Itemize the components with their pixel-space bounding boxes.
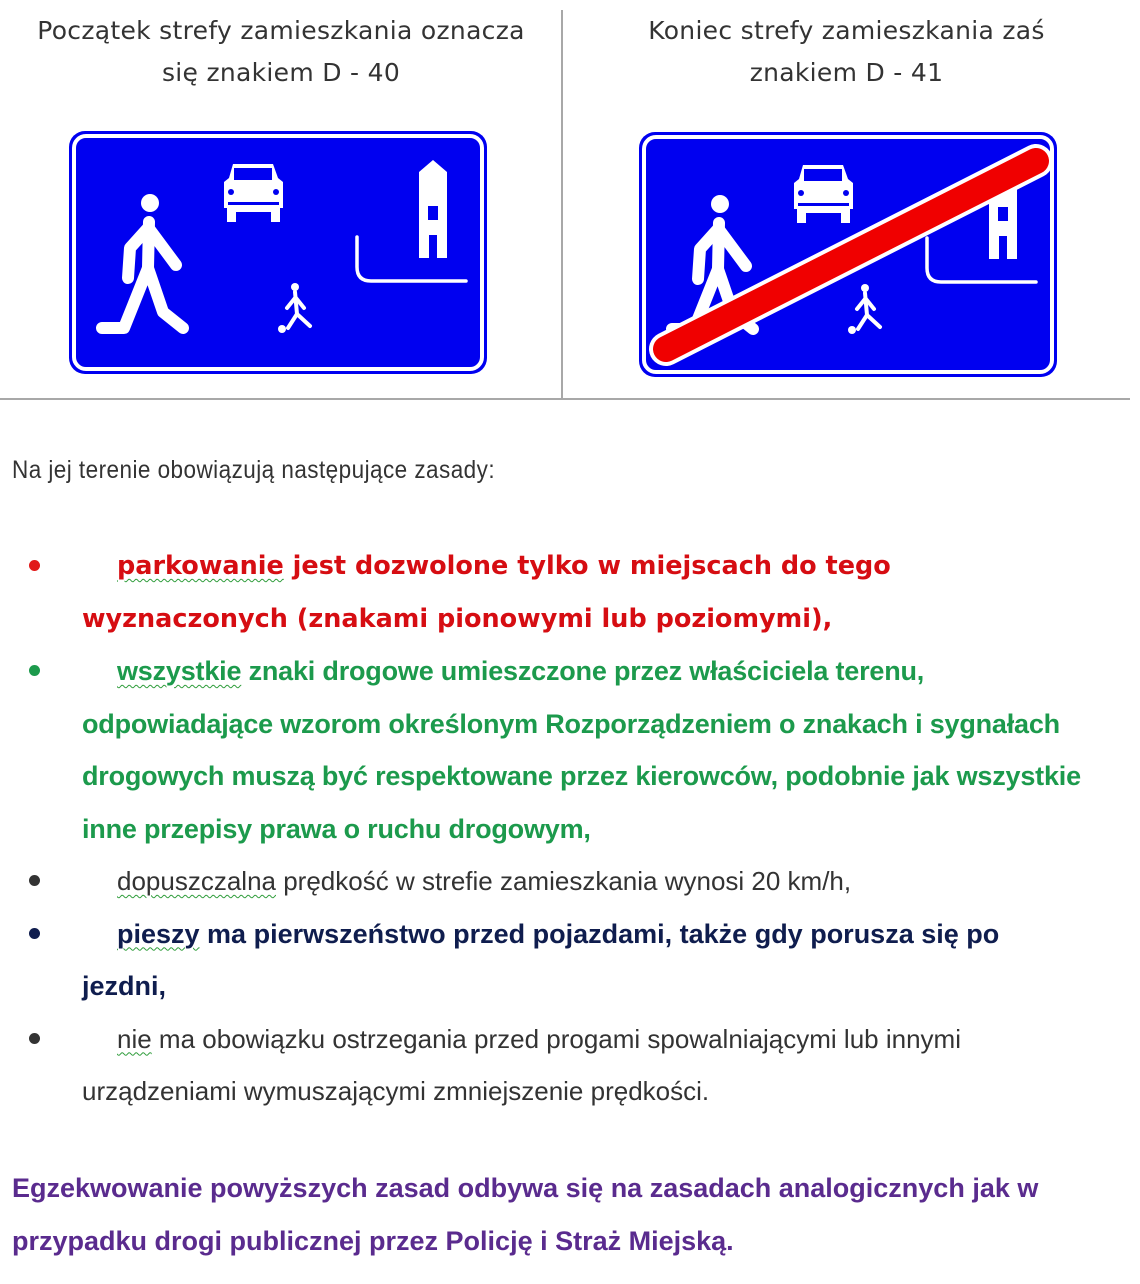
rule-text: ma pierwszeństwo przed pojazdami, także gdy porusza się po jezdni, [82,918,1000,1001]
rule-item-speed-bumps [0,1013,1082,1118]
rule-item-speed [0,855,1082,908]
bullet-icon [29,560,40,571]
rule-first-word: wszystkie [117,656,242,686]
sign-d40-image [68,130,488,375]
rule-text: znaki drogowe umieszczone przez właściciela terenu, odpowiadające wzorom określonym Rozporządzeniem o znakach i sygnałach drogowych muszą być respektowane przez kierowców, podobnie jak wszystkie inne przepisy prawa o ruchu drogowym, [82,656,1081,844]
rule-first-word: pieszy [117,918,200,949]
rules-list [0,540,1130,1118]
bullet-icon [29,928,40,939]
rule-first-word: dopuszczalna [117,866,276,896]
caption-d41 [563,10,1130,94]
bullet-icon [29,875,40,886]
sign-d41-image [638,131,1058,378]
caption-d41-line1: Koniec strefy zamieszkania zaś [648,16,1045,45]
caption-d40-line1: Początek strefy zamieszkania oznacza [37,16,525,45]
rule-first-word: parkowanie [117,551,284,581]
rule-text: prędkość w strefie zamieszkania wynosi 20 km/h, [276,866,852,896]
closing-paragraph: Egzekwowanie powyższych zasad odbywa się na zasadach analogicznych jak w przypadku drogi publicznej przez Policję i Straż Miejską. [12,1173,1039,1256]
table-cell-d40 [0,0,562,396]
bullet-icon [29,1033,40,1044]
rule-text: jest dozwolone tylko w miejscach do tego wyznaczonych (znakami pionowymi lub poziomymi), [82,551,891,634]
table-cell-d41 [563,0,1130,396]
caption-d40 [0,10,562,94]
bullet-icon [29,665,40,676]
rule-text: ma obowiązku ostrzegania przed progami spowalniającymi lub innymi urządzeniami wymuszającymi zmniejszenie prędkości. [82,1023,961,1106]
caption-d41-line2: znakiem D - 41 [749,58,944,87]
rule-item-parking [0,540,1082,645]
rule-item-signs [0,645,1082,855]
intro-text: Na jej terenie obowiązują następujące zasady: [12,456,496,484]
caption-d40-line2: się znakiem D - 40 [161,58,401,87]
rule-first-word: nie [117,1023,152,1054]
signs-table [0,0,1130,400]
rule-item-pedestrian [0,908,1082,1013]
